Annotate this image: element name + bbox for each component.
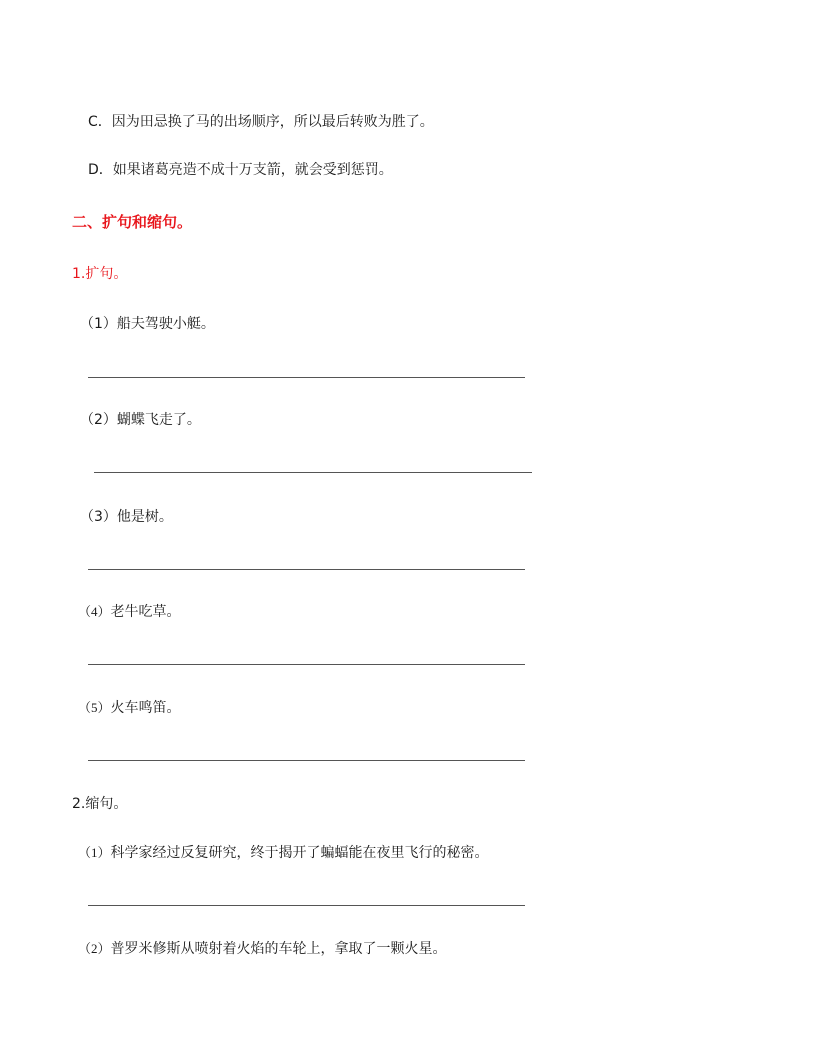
- item-number: （5）: [78, 700, 111, 715]
- answer-blank[interactable]: [94, 472, 532, 473]
- item-number: （3）: [80, 509, 117, 525]
- subsection-expand-title: 1.扩句。: [72, 266, 128, 282]
- expand-item-3: [80, 506, 173, 526]
- item-sentence: 普罗米修斯从喷射着火焰的车轮上，拿取了一颗火星。: [110, 941, 447, 957]
- expand-item-1: [80, 313, 215, 333]
- item-sentence: 他是树。: [116, 509, 173, 525]
- condense-item-2: [78, 938, 447, 958]
- answer-blank[interactable]: [88, 569, 525, 570]
- subsection-condense-title: 2.缩句。: [72, 796, 128, 812]
- item-sentence: 船夫驾驶小艇。: [116, 316, 215, 332]
- item-number: （4）: [78, 604, 111, 619]
- section-title: 二、扩句和缩句。: [72, 213, 193, 231]
- answer-blank[interactable]: [88, 905, 525, 906]
- item-sentence: 科学家经过反复研究，终于揭开了蝙蝠能在夜里飞行的秘密。: [110, 845, 489, 861]
- item-number: （1）: [78, 845, 111, 860]
- condense-item-1: [78, 842, 489, 862]
- expand-item-2: [80, 409, 201, 429]
- item-sentence: 蝴蝶飞走了。: [116, 412, 201, 428]
- answer-blank[interactable]: [88, 760, 525, 761]
- item-number: （1）: [80, 316, 117, 332]
- answer-blank[interactable]: [88, 377, 525, 378]
- option-d: D．如果诸葛亮造不成十万支箭，就会受到惩罚。: [88, 162, 393, 178]
- item-sentence: 老牛吃草。: [110, 604, 181, 620]
- item-number: （2）: [78, 941, 111, 956]
- item-number: （2）: [80, 412, 117, 428]
- option-c: C．因为田忌换了马的出场顺序，所以最后转败为胜了。: [88, 114, 434, 130]
- expand-item-5: [78, 697, 181, 717]
- item-sentence: 火车鸣笛。: [110, 700, 181, 716]
- expand-item-4: [78, 601, 181, 621]
- answer-blank[interactable]: [88, 664, 525, 665]
